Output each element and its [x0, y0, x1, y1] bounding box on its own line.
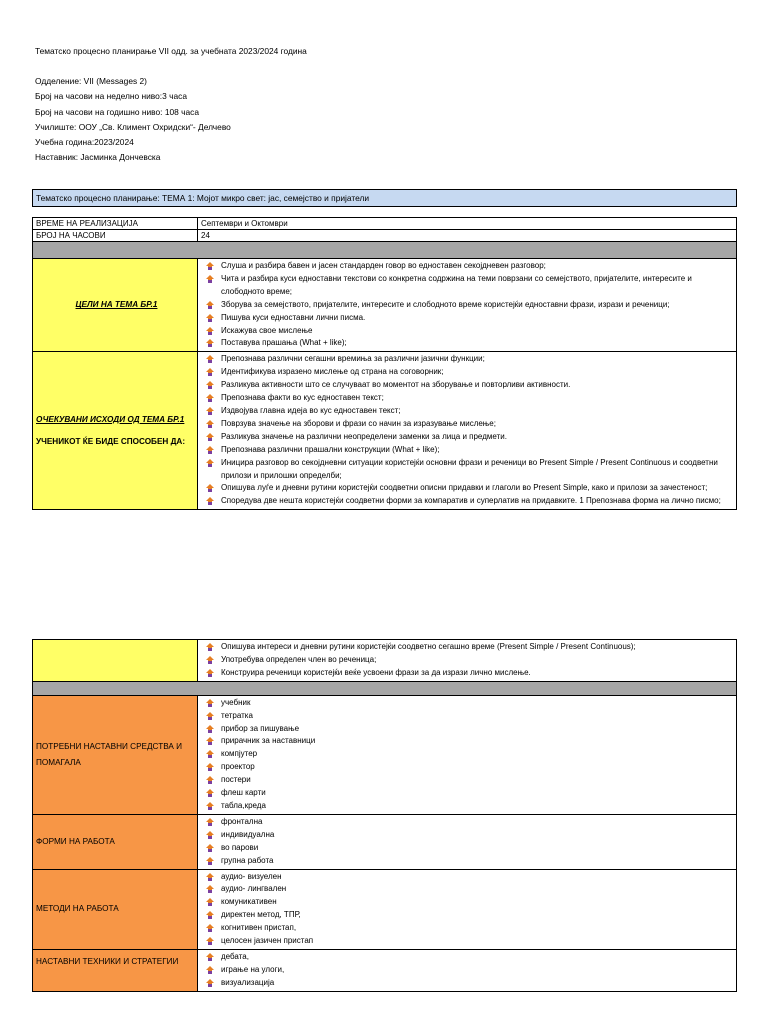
list-item	[221, 495, 736, 508]
list-item	[221, 641, 736, 654]
list-item	[221, 299, 736, 312]
bullet-icon	[206, 857, 214, 865]
goals-label-cell	[33, 259, 198, 352]
header-line: Наставник: Јасминка Дончевска	[35, 152, 161, 163]
bullet-icon	[206, 394, 214, 402]
list-item-text: во парови	[221, 842, 259, 852]
list-item-text: Слуша и разбира бавен и јасен стандарден говор во едноставен секојдневен разговор;	[221, 261, 546, 270]
bullet-icon	[206, 656, 214, 664]
list-item-text: визуализација	[221, 977, 275, 987]
bullet-icon	[206, 314, 214, 322]
bullet-icon	[206, 275, 214, 283]
bullet-icon	[206, 355, 214, 363]
list-item	[221, 883, 736, 896]
list-item-text: Искажува свое мислење	[221, 325, 313, 335]
continued-cell	[198, 640, 737, 682]
bullet-icon	[206, 979, 214, 987]
list-item-text: флеш карти	[221, 788, 266, 798]
techniques-cell	[198, 949, 737, 991]
bullet-icon	[206, 844, 214, 852]
list-item-text: табла,креда	[221, 800, 266, 810]
goals-cell	[198, 259, 737, 352]
work-methods-list	[201, 870, 736, 949]
list-item	[221, 896, 736, 909]
list-item-text: компјутер	[221, 749, 258, 759]
bullet-icon	[206, 750, 214, 758]
list-item	[221, 855, 736, 868]
list-item-text: индивидуална	[221, 829, 275, 839]
list-item	[221, 723, 736, 736]
list-item	[221, 774, 736, 787]
list-item-text: прирачник за наставници	[221, 736, 316, 746]
bullet-icon	[206, 407, 214, 415]
list-item	[221, 761, 736, 774]
plan-table-1	[32, 217, 737, 510]
bullet-icon	[206, 802, 214, 810]
bullet-icon	[206, 712, 214, 720]
bullet-icon	[206, 301, 214, 309]
list-item-text: Пишува куси едноставни лични писма.	[221, 312, 366, 322]
bullet-icon	[206, 459, 214, 467]
list-item-text: когнитивен пристап,	[221, 923, 297, 933]
list-item-text: комуникативен	[221, 897, 277, 907]
list-item	[221, 366, 736, 379]
list-item	[221, 482, 736, 495]
list-item	[221, 871, 736, 884]
bullet-icon	[206, 725, 214, 733]
list-item-text: Препознава различни прашални конструкции (What + like);	[221, 444, 440, 454]
separator-row	[33, 681, 737, 695]
bullet-icon	[206, 669, 214, 677]
row-value: Септември и Октомври	[198, 218, 737, 230]
list-item-text: Зборува за семејството, пријателите, интересите и слободното време користејќи едноставни фрази, изрази и реченици;	[221, 299, 670, 309]
list-item	[221, 710, 736, 723]
table-row	[33, 259, 737, 352]
bullet-icon	[206, 911, 214, 919]
bullet-icon	[206, 937, 214, 945]
table-row	[33, 869, 737, 949]
header-line: Број на часови на неделно ниво:3 часа	[35, 91, 187, 102]
resources-label-cell	[33, 695, 198, 814]
resources-list	[201, 696, 736, 814]
bullet-icon	[206, 885, 214, 893]
goals-list	[201, 259, 736, 351]
list-item	[221, 444, 736, 457]
list-item-text: Поставува прашања (What + like);	[221, 338, 347, 348]
work-methods-label-cell	[33, 869, 198, 949]
theme-band: Тематско процесно планирање: ТЕМА 1: Мојот микро свет: јас, семејство и пријатели	[32, 189, 737, 207]
bullet-icon	[206, 831, 214, 839]
list-item-text: аудио- лингвален	[221, 884, 287, 894]
list-item-text: Поврзува значење на зборови и фрази со начин за изразување мислење;	[221, 418, 496, 428]
bullet-icon	[206, 420, 214, 428]
row-value: 24	[198, 230, 737, 242]
list-item	[221, 654, 736, 667]
document-title: Тематско процесно планирање VII одд. за учебната 2023/2024 година	[35, 46, 307, 56]
bullet-icon	[206, 699, 214, 707]
bullet-icon	[206, 262, 214, 270]
list-item-text: Разликува активности што се случуваат во моментот на зборување и повторливи активности.	[221, 380, 571, 390]
list-item	[221, 273, 736, 299]
bullet-icon	[206, 484, 214, 492]
list-item-text: фронтална	[221, 816, 263, 826]
list-item-text: учебник	[221, 697, 251, 707]
work-forms-label-cell	[33, 814, 198, 869]
table-row	[33, 949, 737, 991]
list-item-text: целосен јазичен пристап	[221, 936, 314, 946]
bullet-icon	[206, 966, 214, 974]
header-line: Учебна година:2023/2024	[35, 137, 134, 148]
resources-cell	[198, 695, 737, 814]
list-item	[221, 312, 736, 325]
bullet-icon	[206, 643, 214, 651]
list-item	[221, 951, 736, 964]
resources-label: ПОТРЕБНИ НАСТАВНИ СРЕДСТВА И ПОМАГАЛА	[36, 741, 183, 767]
list-item-text: Опишува луѓе и дневни рутини користејќи соодветни описни придавки и глаголи во Present Simple, како и прилози за зачестеност;	[221, 483, 708, 493]
table-row	[33, 352, 737, 510]
list-item-text: постери	[221, 775, 251, 785]
bullet-icon	[206, 339, 214, 347]
list-item	[221, 697, 736, 710]
list-item	[221, 816, 736, 829]
bullet-icon	[206, 873, 214, 881]
list-item	[221, 418, 736, 431]
list-item	[221, 457, 736, 483]
work-forms-label: ФОРМИ НА РАБОТА	[36, 836, 115, 846]
row-label: БРОЈ НА ЧАСОВИ	[33, 230, 198, 242]
bullet-icon	[206, 381, 214, 389]
work-forms-list	[201, 815, 736, 869]
row-label: ВРЕМЕ НА РЕАЛИЗАЦИЈА	[33, 218, 198, 230]
bullet-icon	[206, 776, 214, 784]
list-item-text: Чита и разбира куси едноставни текстови со конкретна содржина на теми поврзани со семејството, пријателите, интересите и слободното време;	[221, 273, 692, 296]
header-line: Училиште: ООУ „Св. Климент Охридски“- Делчево	[35, 121, 231, 132]
list-item	[221, 829, 736, 842]
bullet-icon	[206, 446, 214, 454]
document-header	[35, 44, 307, 165]
list-item-text: тетратка	[221, 710, 253, 720]
bullet-icon	[206, 497, 214, 505]
separator-row	[33, 242, 737, 259]
table-row	[33, 218, 737, 230]
grey-separator	[33, 242, 737, 259]
list-item	[221, 325, 736, 338]
table-row	[33, 814, 737, 869]
list-item	[221, 922, 736, 935]
list-item-text: групна работа	[221, 855, 274, 865]
list-item-text: прибор за пишување	[221, 723, 300, 733]
table-row	[33, 695, 737, 814]
list-item-text: Разликува значење на различни неопределени заменки за лица и предмети.	[221, 431, 507, 441]
work-forms-cell	[198, 814, 737, 869]
bullet-icon	[206, 898, 214, 906]
list-item	[221, 667, 736, 680]
outcomes-label-cell	[33, 352, 198, 510]
grey-separator	[33, 681, 737, 695]
list-item	[221, 748, 736, 761]
list-item	[221, 353, 736, 366]
bullet-icon	[206, 327, 214, 335]
header-line: Одделение: VII (Messages 2)	[35, 76, 147, 87]
list-item-text: Употребува определен член во реченица;	[221, 654, 377, 664]
work-methods-cell	[198, 869, 737, 949]
list-item-text: Конструира реченици користејќи веќе усвоени фрази за да изрази лично мислење.	[221, 667, 531, 677]
list-item-text: аудио- визуелен	[221, 871, 282, 881]
outcomes-cell	[198, 352, 737, 510]
bullet-icon	[206, 737, 214, 745]
continued-label-cell	[33, 640, 198, 682]
list-item-text: Идентификува изразено мислење од страна на соговорник;	[221, 367, 444, 377]
list-item-text: Препознава факти во кус едноставен текст;	[221, 393, 384, 403]
list-item	[221, 431, 736, 444]
bullet-icon	[206, 924, 214, 932]
outcomes-label: ОЧЕКУВАНИ ИСХОДИ ОД ТЕМА БР.1	[36, 414, 185, 424]
list-item-text: Иницира разговор во секојдневни ситуации користејќи основни фрази и реченици во Present Simple / Present Continuous и соодветни прилози и прилошки определби;	[221, 457, 718, 480]
list-item-text: Опишува интереси и дневни рутини користејќи соодветно сегашно време (Present Simple / Present Continuous);	[221, 642, 636, 651]
header-line: Број на часови на годишно ниво: 108 часа	[35, 106, 200, 117]
table-row	[33, 640, 737, 682]
list-item	[221, 909, 736, 922]
list-item	[221, 260, 736, 273]
list-item	[221, 405, 736, 418]
bullet-icon	[206, 818, 214, 826]
list-item	[221, 977, 736, 990]
techniques-label: НАСТАВНИ ТЕХНИКИ И СТРАТЕГИИ	[36, 956, 179, 966]
list-item	[221, 787, 736, 800]
list-item	[221, 379, 736, 392]
bullet-icon	[206, 953, 214, 961]
continued-list	[201, 640, 736, 681]
list-item	[221, 800, 736, 813]
outcomes-list	[201, 352, 736, 509]
goals-label: ЦЕЛИ НА ТЕМА БР.1	[75, 300, 158, 310]
table-row	[33, 230, 737, 242]
plan-table-2	[32, 639, 737, 992]
list-item	[221, 337, 736, 350]
list-item	[221, 964, 736, 977]
bullet-icon	[206, 789, 214, 797]
list-item-text: Препознава различни сегашни времиња за различни јазични функции;	[221, 354, 485, 364]
list-item	[221, 735, 736, 748]
list-item	[221, 935, 736, 948]
work-methods-label: МЕТОДИ НА РАБОТА	[36, 904, 119, 914]
techniques-label-cell	[33, 949, 198, 991]
list-item-text: директен метод, ТПР,	[221, 910, 301, 920]
techniques-list	[201, 950, 736, 991]
outcomes-sublabel: УЧЕНИКОТ ЌЕ БИДЕ СПОСОБЕН ДА:	[36, 436, 186, 446]
bullet-icon	[206, 763, 214, 771]
list-item	[221, 842, 736, 855]
list-item-text: Издвојува главна идеја во кус едноставен текст;	[221, 405, 401, 415]
bullet-icon	[206, 368, 214, 376]
list-item-text: дебата,	[221, 951, 249, 961]
list-item-text: проектор	[221, 762, 255, 772]
list-item-text: играње на улоги,	[221, 964, 285, 974]
list-item	[221, 392, 736, 405]
bullet-icon	[206, 433, 214, 441]
list-item-text: Споредува две нешта користејќи соодветни форми за компаратив и суперлатив на придавките. 1 Препознава форма на лично писмо;	[221, 496, 721, 506]
